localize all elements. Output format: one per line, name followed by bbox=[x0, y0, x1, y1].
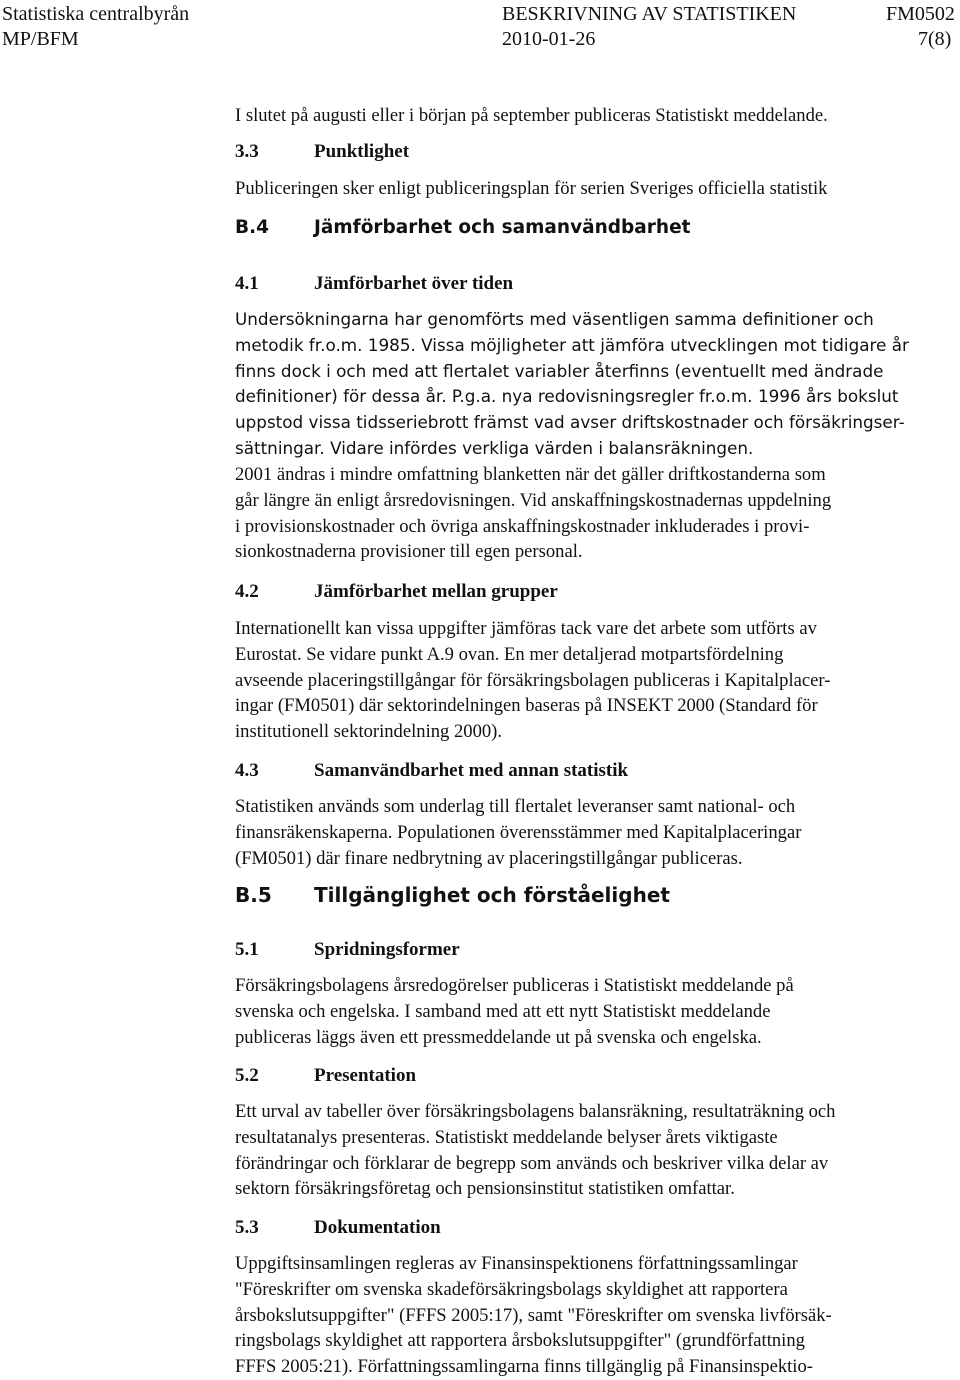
text-line: går längre än enligt årsredovisningen. Vid anskaffningskostnadernas uppdelning bbox=[235, 489, 832, 511]
header-doc-type: BESKRIVNING AV STATISTIKEN bbox=[502, 3, 797, 25]
section-3-3-number: 3.3 bbox=[235, 141, 259, 162]
section-5-3-number: 5.3 bbox=[235, 1217, 259, 1238]
header-page-number: 7(8) bbox=[918, 28, 952, 50]
section-b4-heading: Jämförbarhet och samanvändbarhet bbox=[314, 217, 691, 238]
text-line: sionkostnaderna provisioner till egen personal. bbox=[235, 541, 583, 563]
text-line: ingar (FM0501) där sektorindelningen baseras på INSEKT 2000 (Standard för bbox=[235, 695, 818, 717]
section-b5-heading: Tillgänglighet och förståelighet bbox=[314, 883, 670, 907]
text-line: metodik fr.o.m. 1985. Vissa möjligheter att jämföra utvecklingen mot tidigare år bbox=[235, 334, 909, 355]
text-line: sättningar. Vidare infördes verkliga värden i balansräkningen. bbox=[235, 437, 754, 458]
section-5-1-number: 5.1 bbox=[235, 939, 259, 960]
section-4-1-heading: Jämförbarhet över tiden bbox=[314, 273, 514, 294]
text-line: Uppgiftsinsamlingen regleras av Finansinspektionens författningssamlingar bbox=[235, 1253, 798, 1274]
section-5-2-number: 5.2 bbox=[235, 1065, 259, 1086]
text-line: Publiceringen sker enligt publiceringsplan för serien Sveriges officiella statistik bbox=[235, 178, 828, 199]
section-3-3-heading: Punktlighet bbox=[314, 141, 410, 162]
section-5-2-heading: Presentation bbox=[314, 1065, 417, 1086]
text-line: finns dock i och med att flertalet variabler återfinns (eventuellt med ändrade bbox=[235, 360, 884, 381]
section-4-1-paragraph-serif bbox=[235, 462, 953, 565]
section-4-2-paragraph bbox=[235, 616, 953, 745]
text-line: Försäkringsbolagens årsredogörelser publiceras i Statistiskt meddelande på bbox=[235, 975, 794, 996]
section-4-3-heading: Samanvändbarhet med annan statistik bbox=[314, 760, 629, 781]
section-5-1-paragraph bbox=[235, 973, 953, 1050]
section-4-2-number: 4.2 bbox=[235, 581, 259, 602]
text-line: (FM0501) där finare nedbrytning av placeringstillgångar publiceras. bbox=[235, 847, 743, 869]
section-5-3-paragraph bbox=[235, 1251, 953, 1380]
text-line: Undersökningarna har genomförts med väsentligen samma definitioner och bbox=[235, 309, 874, 329]
header-date: 2010-01-26 bbox=[502, 28, 596, 50]
header-code: FM0502 bbox=[886, 3, 955, 25]
text-line: FFFS 2005:21). Författningssamlingarna finns tillgänglig på Finansinspektio- bbox=[235, 1356, 813, 1378]
text-line: 2001 ändras i mindre omfattning blanketten när det gäller driftkostanderna som bbox=[235, 464, 826, 485]
section-b5-number: B.5 bbox=[235, 883, 272, 907]
text-line: I slutet på augusti eller i början på september publiceras Statistiskt meddelande. bbox=[235, 105, 828, 126]
intro-paragraph bbox=[235, 103, 953, 129]
text-line: avseende placeringstillgångar för försäkringsbolagen publiceras i Kapitalplacer- bbox=[235, 669, 831, 691]
text-line: finansräkenskaperna. Populationen överensstämmer med Kapitalplaceringar bbox=[235, 821, 802, 843]
section-4-3-number: 4.3 bbox=[235, 760, 259, 781]
text-line: Eurostat. Se vidare punkt A.9 ovan. En mer detaljerad motpartsfördelning bbox=[235, 643, 784, 665]
text-line: publiceras läggs även ett pressmeddelande ut på svenska och engelska. bbox=[235, 1026, 762, 1048]
text-line: institutionell sektorindelning 2000). bbox=[235, 721, 503, 743]
section-4-2-heading: Jämförbarhet mellan grupper bbox=[314, 581, 558, 602]
text-line: Internationellt kan vissa uppgifter jämföras tack vare det arbete som utförts av bbox=[235, 618, 817, 639]
text-line: definitioner) för dessa år. P.g.a. nya redovisningsregler fr.o.m. 1996 års bokslut bbox=[235, 386, 899, 407]
section-3-3-paragraph bbox=[235, 176, 953, 202]
section-5-2-paragraph bbox=[235, 1099, 953, 1202]
header-org: Statistiska centralbyrån bbox=[2, 3, 190, 25]
section-b4-number: B.4 bbox=[235, 217, 270, 238]
text-line: Statistiken används som underlag till flertalet leveranser samt national- och bbox=[235, 796, 796, 817]
section-4-1-number: 4.1 bbox=[235, 273, 259, 294]
section-4-1-paragraph-sans bbox=[235, 307, 953, 462]
text-line: ringsbolags skyldighet att rapportera årsbokslutsuppgifter" (grundförfattning bbox=[235, 1330, 805, 1352]
text-line: årsbokslutsuppgifter" (FFFS 2005:17), samt "Föreskrifter om svenska livförsäk- bbox=[235, 1304, 832, 1326]
header-dept: MP/BFM bbox=[2, 28, 79, 50]
text-line: svenska och engelska. I samband med att ett nytt Statistiskt meddelande bbox=[235, 1000, 771, 1022]
text-line: i provisionskostnader och övriga anskaffningskostnader inkluderades i provi- bbox=[235, 515, 810, 537]
section-5-3-heading: Dokumentation bbox=[314, 1217, 441, 1238]
text-line: resultatanalys presenteras. Statistiskt meddelande belyser årets viktigaste bbox=[235, 1126, 778, 1148]
text-line: uppstod vissa tidsseriebrott främst vad avser driftskostnader och försäkringser- bbox=[235, 412, 905, 433]
section-5-1-heading: Spridningsformer bbox=[314, 939, 460, 960]
text-line: sektorn försäkringsföretag och pensionsinstitut statistiken omfattar. bbox=[235, 1178, 735, 1200]
text-line: förändringar och förklarar de begrepp som används och beskriver vilka delar av bbox=[235, 1152, 829, 1174]
text-line: Ett urval av tabeller över försäkringsbolagens balansräkning, resultaträkning och bbox=[235, 1101, 836, 1122]
text-line: "Föreskrifter om svenska skadeförsäkringsbolags skyldighet att rapportera bbox=[235, 1278, 788, 1300]
section-4-3-paragraph bbox=[235, 794, 953, 871]
